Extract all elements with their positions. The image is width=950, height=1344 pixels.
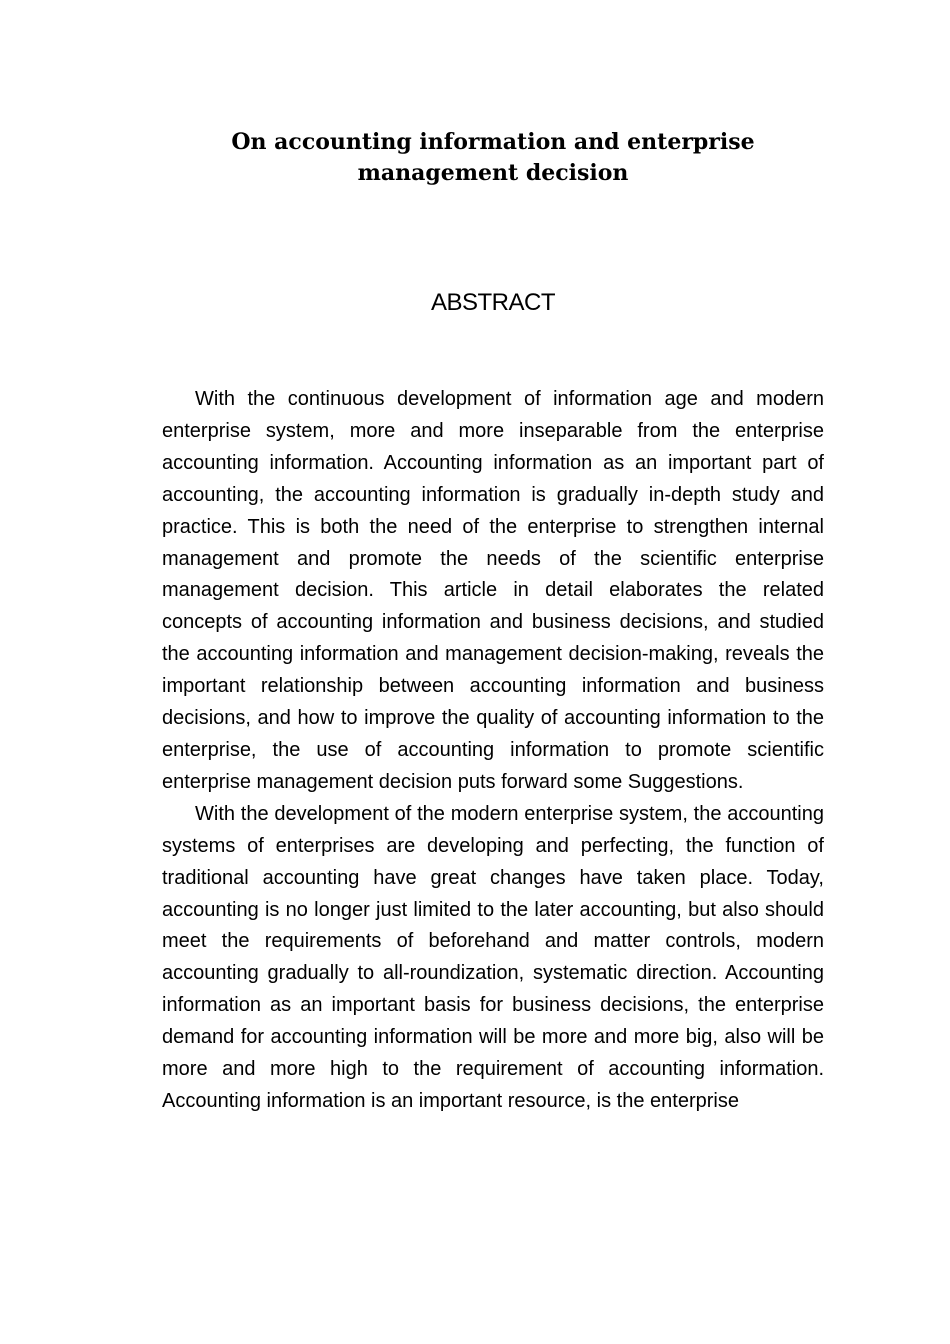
abstract-body <box>162 384 824 1118</box>
abstract-paragraph-2: With the development of the modern enterprise system, the accounting systems of enterprises are developing and perfecting, the function of traditional accounting have great changes have taken place. Today, accounting is no longer just limited to the later accounting, but also should meet the requirements of beforehand and matter controls, modern accounting gradually to all-roundization, systematic direction. Accounting information as an important basis for business decisions, the enterprise demand for accounting information will be more and more big, also will be more and more high to the requirement of accounting information. Accounting information is an important resource, is the enterprise <box>162 802 824 1112</box>
abstract-heading: ABSTRACT <box>430 289 555 316</box>
abstract-paragraph-1: With the continuous development of information age and modern enterprise system, more and more inseparable from the enterprise accounting information. Accounting information as an important part of accounting, the accounting information is gradually in-depth study and practice. This is both the need of the enterprise to strengthen internal management and promote the needs of the scientific enterprise management decision. This article in detail elaborates the related concepts of accounting information and business decisions, and studied the accounting information and management decision-making, reveals the important relationship between accounting information and business decisions, and how to improve the quality of accounting information to the enterprise, the use of accounting information to promote scientific enterprise management decision puts forward some Suggestions. <box>162 388 824 793</box>
document-title: On accounting information and enterprise management decision <box>231 129 755 186</box>
